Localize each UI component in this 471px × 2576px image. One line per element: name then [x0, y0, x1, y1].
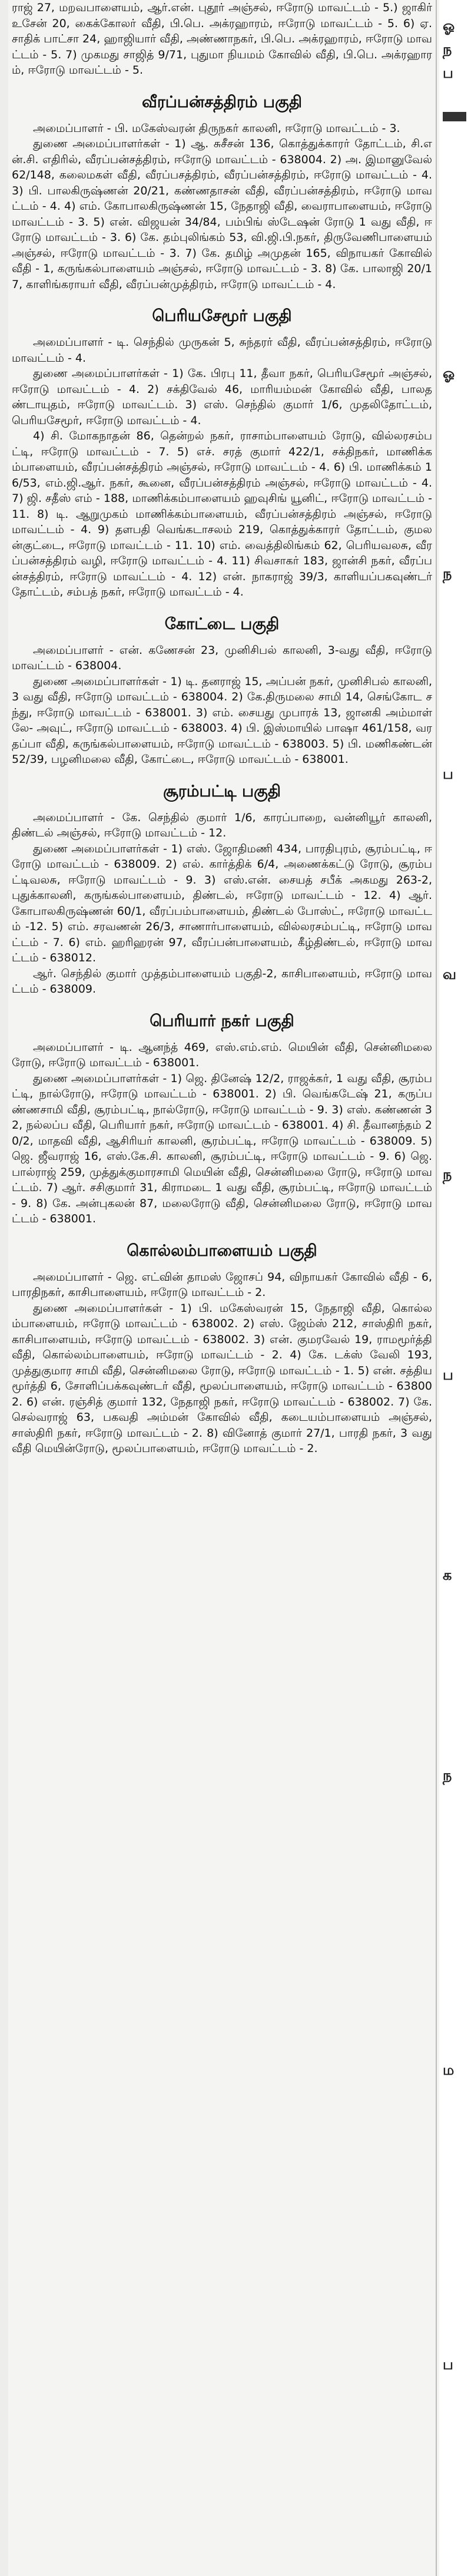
fragment-glyph: ப [443, 2356, 453, 2373]
fragment-glyph: ம [443, 2062, 455, 2078]
fragment-glyph: ப [443, 65, 453, 81]
fragment-glyph: வ [443, 966, 456, 983]
fragment-glyph: ந [443, 1767, 452, 1784]
deputy-organizers-paragraph: துணை அமைப்பாளர்கள் - 1) ஜெ. தினேஷ் 12/2, ராஜக்கர், 1 வது வீதி, சூரம்பட்டி, நால்ரோடு, ஈரோடு மாவட்டம் - 638001. 2) பி. வெங்கடேஷ் 21, கருப்பண்ணசாமி வீதி, சூரம்பட்டி, நால்ரோடு, ஈரோடு மாவட்டம் - 9. 3) எஸ். கண்ணன் 32, நல்லப்ப வீதி, பெரியார் நகர், ஈரோடு மாவட்டம் - 638001. 4) சி. தீவானந்தம் 20/2, மாதவி வீதி, ஆசிரியர் காலனி, சூரம்பட்டி, ஈரோடு மாவட்டம் - 638009. 5) ஜெ. ஜீவராஜ் 16, எஸ்.கே.சி. காலனி, சூரம்பட்டி, ஈரோடு மாவட்டம் - 9. 6) ஜெ. பால்ராஜ் 259, முத்துக்குமாரசாமி மெயின் வீதி, சென்னிமலை ரோடு, ஈரோடு மாவட்டம். 7) ஆர். சசிகுமார் 31, கிராமடை 1 வது வீதி, சூரம்பட்டி, ஈரோடு மாவட்டம் - 9. 8) கே. அன்புகலன் 87, மலைரோடு வீதி, சென்னிமலை ரோடு, ஈரோடு மாவட்டம் - 638001. [12, 1072, 432, 1225]
fragment-glyph: க [443, 1567, 452, 1583]
organizer-paragraph: அமைப்பாளர் - டி. ஆனந்த் 469, எஸ்.எம்.எம். மெயின் வீதி, சென்னிமலை ரோடு, ஈரோடு மாவட்டம் - 638001. [12, 1040, 432, 1069]
adjacent-column-fragment [439, 0, 471, 2576]
section-surampatti [12, 782, 432, 997]
column-divider [436, 0, 437, 2576]
section-veerappanchathiram [12, 92, 432, 293]
fragment-glyph: ந [443, 566, 452, 582]
fragment-glyph: ந [443, 41, 452, 58]
section-heading: பெரியசேமூர் பகுதி [152, 307, 292, 325]
section-kollampalayam [12, 1241, 432, 1457]
fragment-glyph: ஓ [443, 365, 455, 382]
fragment-glyph: ஓ [443, 18, 455, 34]
fragment-glyph: ந [443, 1166, 452, 1183]
intro-paragraph: ராஜ் 27, மறவபாளையம், ஆர்.என். புதூர் அஞ்சல், ஈரோடு மாவட்டம் - 5.) ஜாகிர் உசேன் 20, கைக்கோலர் வீதி, பி.பெ. அக்ரஹாரம், ஈரோடு மாவட்டம் - 5. 6) ஏ. சாதிக் பாட்சா 24, ஹாஜியார் வீதி, அண்ணாநகர், பி.பெ. அக்ரஹாரம், ஈரோடு மாவட்டம் - 5. 7) முகமது சாஜித் 9/71, புதுமா நியமம் கோவில் வீதி, பி.பெ. அக்ரஹாரம், ஈரோடு மாவட்டம் - 5. [12, 1, 432, 77]
section-kottai [12, 614, 432, 768]
deputy-organizers-paragraph: துணை அமைப்பாளர்கள் - 1) டி. தனராஜ் 15, அப்பன் நகர், முனிசிபல் காலனி, 3 வது வீதி, ஈரோடு மாவட்டம் - 638004. 2) கே.திருமலை சாமி 14, செங்கோட சந்து, ஈரோடு மாவட்டம் - 638001. 3) எம். சையது முபாரக் 13, ஜானகி அம்மாள் லே- அவுட், ஈரோடு மாவட்டம் - 638003. 4) பி. இஸ்மாயில் பாஷா 461/158, வரதப்பா வீதி, கருங்கல்பாளையம், ஈரோடு மாவட்டம் - 638003. 5) பி. மணிகண்டன் 52/39, பழனிமலை வீதி, கோட்டை, ஈரோடு மாவட்டம் - 638001. [12, 674, 432, 766]
fragment-glyph: ப [443, 766, 453, 782]
fragment-bar [443, 112, 466, 121]
fragment-glyph: ப [443, 1367, 453, 1383]
section-heading: வீரப்பன்சத்திரம் பகுதி [142, 92, 302, 111]
organizer-paragraph: அமைப்பாளர் - டி. செந்தில் முருகன் 5, சுந்தரர் வீதி, வீரப்பன்சத்திரம், ஈரோடு மாவட்டம் - 4. [12, 336, 432, 365]
deputy-organizers-paragraph: துணை அமைப்பாளர்கள் - 1) பி. மகேஸ்வரன் 15, நேதாஜி வீதி, கொல்லம்பாளையம், ஈரோடு மாவட்டம் - 638002. 2) எஸ். ஜேம்ஸ் 212, சாஸ்திரி நகர், காசிபாளையம், ஈரோடு மாவட்டம் - 638002. 3) என். குமரவேல் 19, ராமமூர்த்தி வீதி, கொல்லம்பாளையம், ஈரோடு மாவட்டம் - 2. 4) கே. டக்ஸ் வேலி 193, முத்துகுமார சாமி வீதி, சென்னிமலை ரோடு, ஈரோடு மாவட்டம் - 1. 5) என். சத்தியமூர்த்தி 6, சோளிப்பக்கவுண்டர் வீதி, மூலப்பாளையம், ஈரோடு மாவட்டம் - 638002. 6) என். ரஞ்சித் குமார் 132, நேதாஜி நகர், ஈரோடு மாவட்டம் - 638002. 7) கே. செல்வராஜ் 63, பகவதி அம்மன் கோவில் வீதி, கடையம்பாளையம் அஞ்சல், சாஸ்திரி நகர், ஈரோடு மாவட்டம் - 2. 8) வினோத் குமார் 27/1, பாரதி நகர், 3 வது வீதி மெயின்ரோடு, மூலப்பாளையம், ஈரோடு மாவட்டம் - 2. [12, 1301, 432, 1455]
organizer-paragraph: அமைப்பாளர் - கே. செந்தில் குமார் 1/6, காரப்பாறை, வன்னியூர் காலனி, திண்டல் அஞ்சல், ஈரோடு மாவட்டம் - 12. [12, 811, 432, 839]
deputy-organizers-paragraph: துணை அமைப்பாளர்கள் - 1) கே. பிரபு 11, தீவா நகர், பெரியசேமூர் அஞ்சல், ஈரோடு மாவட்டம் - 4. 2) சக்திவேல் 46, மாரியம்மன் கோவில் வீதி, பாலதண்டாயுதம், ஈரோடு மாவட்டம். 3) எஸ். செந்தில் குமார் 1/6, முதலிதோட்டம், பெரியசேமூர், ஈரோடு மாவட்டம் - 4. [12, 367, 432, 427]
organizer-paragraph: அமைப்பாளர் - என். கணேசன் 23, முனிசிபல் காலனி, 3-வது வீதி, ஈரோடு மாவட்டம் - 638004. [12, 643, 432, 672]
organizer-paragraph: அமைப்பாளர் - ஜெ. எட்வின் தாமஸ் ஜோசப் 94, விநாயகர் கோவில் வீதி - 6, பாரதிநகர், காசிபாளையம், ஈரோடு மாவட்டம் - 2. [12, 1270, 432, 1299]
deputy-organizers-paragraph: துணை அமைப்பாளர்கள் - 1) ஆ. சுசீசன் 136, கொத்துக்காரர் தோட்டம், சி.என்.சி. எதிரில், வீரப்பன்சத்திரம், ஈரோடு மாவட்டம் - 638004. 2) அ. இமானுவேல் 62/148, கலைமகள் வீதி, வீரப்பசத்திரம், வீரப்பன்சத்திரம், ஈரோடு மாவட்டம் - 4. 3) பி. பாலகிருஷ்ணன் 20/21, கண்ணதாசன் வீதி, வீரப்பன்சத்திரம், ஈரோடு மாவட்டம் - 4. 4) எம். கோபாலகிருஷ்ணன் 15, நேதாஜி வீதி, வைராபாளையம், ஈரோடு மாவட்டம் - 3. 5) என். விஜயன் 34/84, பம்பிங் ஸ்டேஷன் ரோடு 1 வது வீதி, ஈரோடு மாவட்டம் - 3. 6) கே. தம்புலிங்கம் 53, வி.ஜி.பி.நகர், திருவேணிபாளையம் அஞ்சல், ஈரோடு மாவட்டம் - 3. 7) கே. தமிழ் அமுதன் 165, விநாயகர் கோவில் வீதி - 1, கருங்கல்பாளையம் அஞ்சல், ஈரோடு மாவட்டம் - 3. 8) கே. பாலாஜி 20/17, காளிங்கராயர் வீதி, வீரப்பன்முத்திரம், ஈரோடு மாவட்டம் - 4. [12, 137, 432, 291]
deputy-organizers-paragraph: துணை அமைப்பாளர்கள் - 1) எஸ். ஜோதிமணி 434, பாரதிபுரம், சூரம்பட்டி, ஈரோடு மாவட்டம் - 638009. 2) எல். கார்த்திக் 6/4, அணைக்கட்டு ரோடு, சூரம்பட்டிவலசு, ஈரோடு மாவட்டம் - 9. 3) எஸ்.என். சையத் சபீக் அகமது 263-2, புதுக்காலனி, கருங்கல்பாளையம், திண்டல், ஈரோடு மாவட்டம் - 12. 4) ஆர். கோபாலகிருஷ்ணன் 60/1, வீரப்பம்பாளையம், திண்டல் போஸ்ட், ஈரோடு மாவட்டம் -12. 5) எம். சரவணன் 26/3, சாணார்பாளையம், வில்லரசம்பட்டி, ஈரோடு மாவட்டம் - 7. 6) எம். ஹரிஹரன் 97, வீரப்பன்பாளையம், கீழ்திண்டல், ஈரோடு மாவட்டம் - 638012. [12, 842, 432, 964]
organizer-paragraph: அமைப்பாளர் - பி. மகேஸ்வரன் திருநகர் காலனி, ஈரோடு மாவட்டம் - 3. [33, 121, 400, 135]
section-periyar-nagar [12, 1011, 432, 1227]
section-heading: பெரியார் நகர் பகுதி [150, 1011, 294, 1030]
article-column [12, 0, 432, 2576]
deputy-organizers-continued: 4) சி. மோகநாதன் 86, தென்றல் நகர், ராசாம்பாளையம் ரோடு, வில்லரசம்பட்டி, ஈரோடு மாவட்டம் - 7. 5) எச். சரத் குமார் 422/1, சக்திநகர், மாணிக்கம்பாளையம், வீரப்பன்சத்திரம் அஞ்சல், ஈரோடு மாவட்டம் - 4. 6) பி. மாணிக்கம் 16/53, எம்.ஜி.ஆர். நகர், கூனை, வீரப்பன்சத்திரம் அஞ்சல், ஈரோடு மாவட்டம் - 4. 7) ஜி. சதீஸ் எம் - 188, மாணிக்கம்பாளையம் ஹவுசிங் யூனிட், ஈரோடு மாவட்டம் - 11. 8) டி. ஆறுமுகம் மாணிக்கம்பாளையம், வீரப்பன்சத்திரம் அஞ்சல், ஈரோடு மாவட்டம் - 4. 9) தளபதி வெங்கடாசலம் 219, கொத்துக்காரர் தோட்டம், குமலன்குட்டை, ஈரோடு மாவட்டம் - 11. 10) எம். வைத்திலிங்கம் 62, பெரியவலசு, வீரப்பன்சத்திரம் வழி, ஈரோடு மாவட்டம் - 4. 11) சிவசாகர் 183, ஜான்சி நகர், வீரப்பன்சத்திரம், ஈரோடு மாவட்டம் - 4. 12) என். நாகராஜ் 39/3, காளியப்பகவுண்டர் தோட்டம், சம்பத் நகர், ஈரோடு மாவட்டம் - 4. [12, 429, 432, 598]
section-heading: கோட்டை பகுதி [164, 614, 280, 633]
section-periyasemur [12, 306, 432, 600]
section-heading: கொல்லம்பாளையம் பகுதி [127, 1241, 317, 1260]
additional-member-paragraph: ஆர். செந்தில் குமார் முத்தம்பாளையம் பகுதி-2, காசிபாளையம், ஈரோடு மாவட்டம் - 638009. [12, 967, 432, 996]
section-heading: சூரம்பட்டி பகுதி [162, 782, 281, 801]
left-margin [0, 0, 8, 2576]
